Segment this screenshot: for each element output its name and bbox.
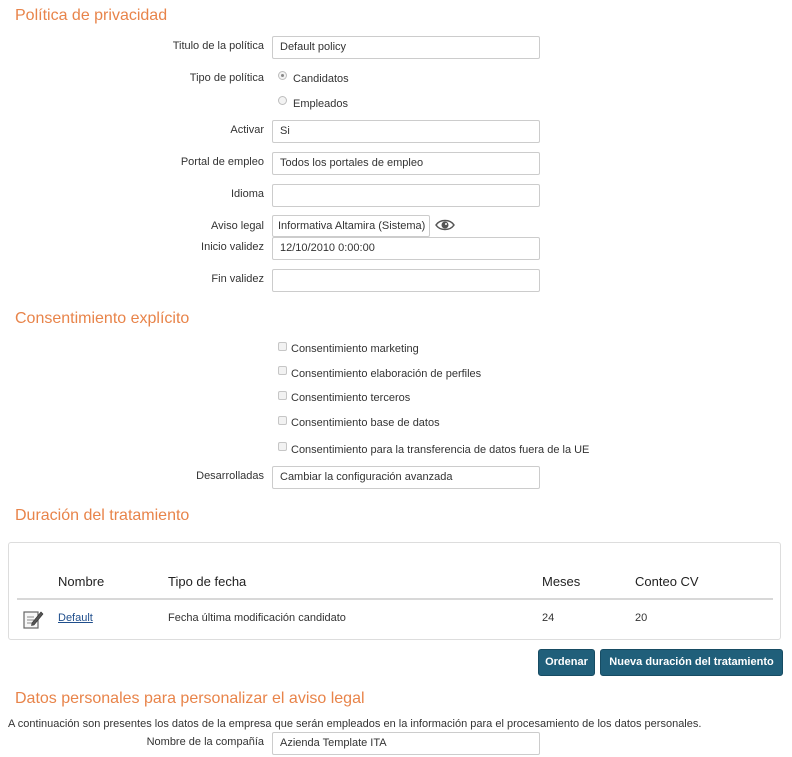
- checkbox-consent-transfer[interactable]: [278, 442, 287, 451]
- row-cv-count: 20: [635, 612, 648, 624]
- consent-database-label: Consentimiento base de datos: [291, 417, 440, 429]
- legal-notice-select[interactable]: Informativa Altamira (Sistema): [272, 215, 430, 237]
- legal-notice-label: Aviso legal: [211, 220, 264, 232]
- personal-data-section-title: Datos personales para personalizar el aviso legal: [15, 690, 365, 707]
- checkbox-consent-profiles[interactable]: [278, 366, 287, 375]
- col-header-months: Meses: [542, 574, 581, 589]
- activate-label: Activar: [230, 124, 264, 136]
- start-validity-input[interactable]: 12/10/2010 0:00:00: [272, 237, 540, 260]
- job-portal-label: Portal de empleo: [180, 156, 264, 168]
- consent-section-title: Consentimiento explícito: [15, 310, 190, 327]
- edit-document-icon[interactable]: [22, 608, 44, 630]
- advanced-config-select[interactable]: Cambiar la configuración avanzada: [272, 466, 540, 489]
- consent-marketing-label: Consentimiento marketing: [291, 343, 419, 355]
- radio-empleados-label: Empleados: [293, 98, 349, 110]
- end-validity-label: Fin validez: [211, 273, 264, 285]
- developed-label: Desarrolladas: [196, 470, 264, 482]
- duration-table-panel: [8, 542, 781, 640]
- radio-candidatos-label: Candidatos: [293, 73, 349, 85]
- policy-type-label: Tipo de política: [189, 72, 264, 84]
- consent-third-parties-label: Consentimiento terceros: [291, 392, 411, 404]
- col-header-cv-count: Conteo CV: [635, 574, 699, 589]
- policy-title-input[interactable]: Default policy: [272, 36, 540, 59]
- start-validity-label: Inicio validez: [201, 241, 264, 253]
- language-label: Idioma: [230, 188, 264, 200]
- order-button[interactable]: Ordenar: [538, 649, 595, 676]
- col-header-name: Nombre: [58, 574, 105, 589]
- radio-candidatos[interactable]: [278, 71, 287, 80]
- eye-icon[interactable]: [435, 218, 455, 232]
- duration-section-title: Duración del tratamiento: [15, 507, 190, 524]
- row-months: 24: [542, 612, 555, 624]
- company-name-input[interactable]: Azienda Template ITA: [272, 732, 540, 755]
- end-validity-input[interactable]: [272, 269, 540, 292]
- radio-empleados[interactable]: [278, 96, 287, 105]
- checkbox-consent-marketing[interactable]: [278, 342, 287, 351]
- table-row: [9, 601, 780, 637]
- activate-select[interactable]: Si: [272, 120, 540, 143]
- personal-data-description: A continuación son presentes los datos de la empresa que serán empleados en la información para el procesamiento de los datos personales.: [8, 718, 702, 730]
- language-select[interactable]: [272, 184, 540, 207]
- checkbox-consent-database[interactable]: [278, 416, 287, 425]
- consent-profiles-label: Consentimiento elaboración de perfiles: [291, 368, 482, 380]
- policy-title-label: Titulo de la política: [172, 40, 264, 52]
- row-date-type: Fecha última modificación candidato: [168, 612, 346, 624]
- privacy-section-title: Política de privacidad: [15, 7, 168, 24]
- row-name-link[interactable]: Default: [58, 612, 93, 624]
- checkbox-consent-third-parties[interactable]: [278, 391, 287, 400]
- company-name-label: Nombre de la compañía: [146, 736, 264, 748]
- new-duration-button[interactable]: Nueva duración del tratamiento: [600, 649, 783, 676]
- consent-transfer-label: Consentimiento para la transferencia de datos fuera de la UE: [291, 444, 590, 456]
- job-portal-select[interactable]: Todos los portales de empleo: [272, 152, 540, 175]
- col-header-date-type: Tipo de fecha: [168, 574, 247, 589]
- table-header-divider: [17, 598, 773, 600]
